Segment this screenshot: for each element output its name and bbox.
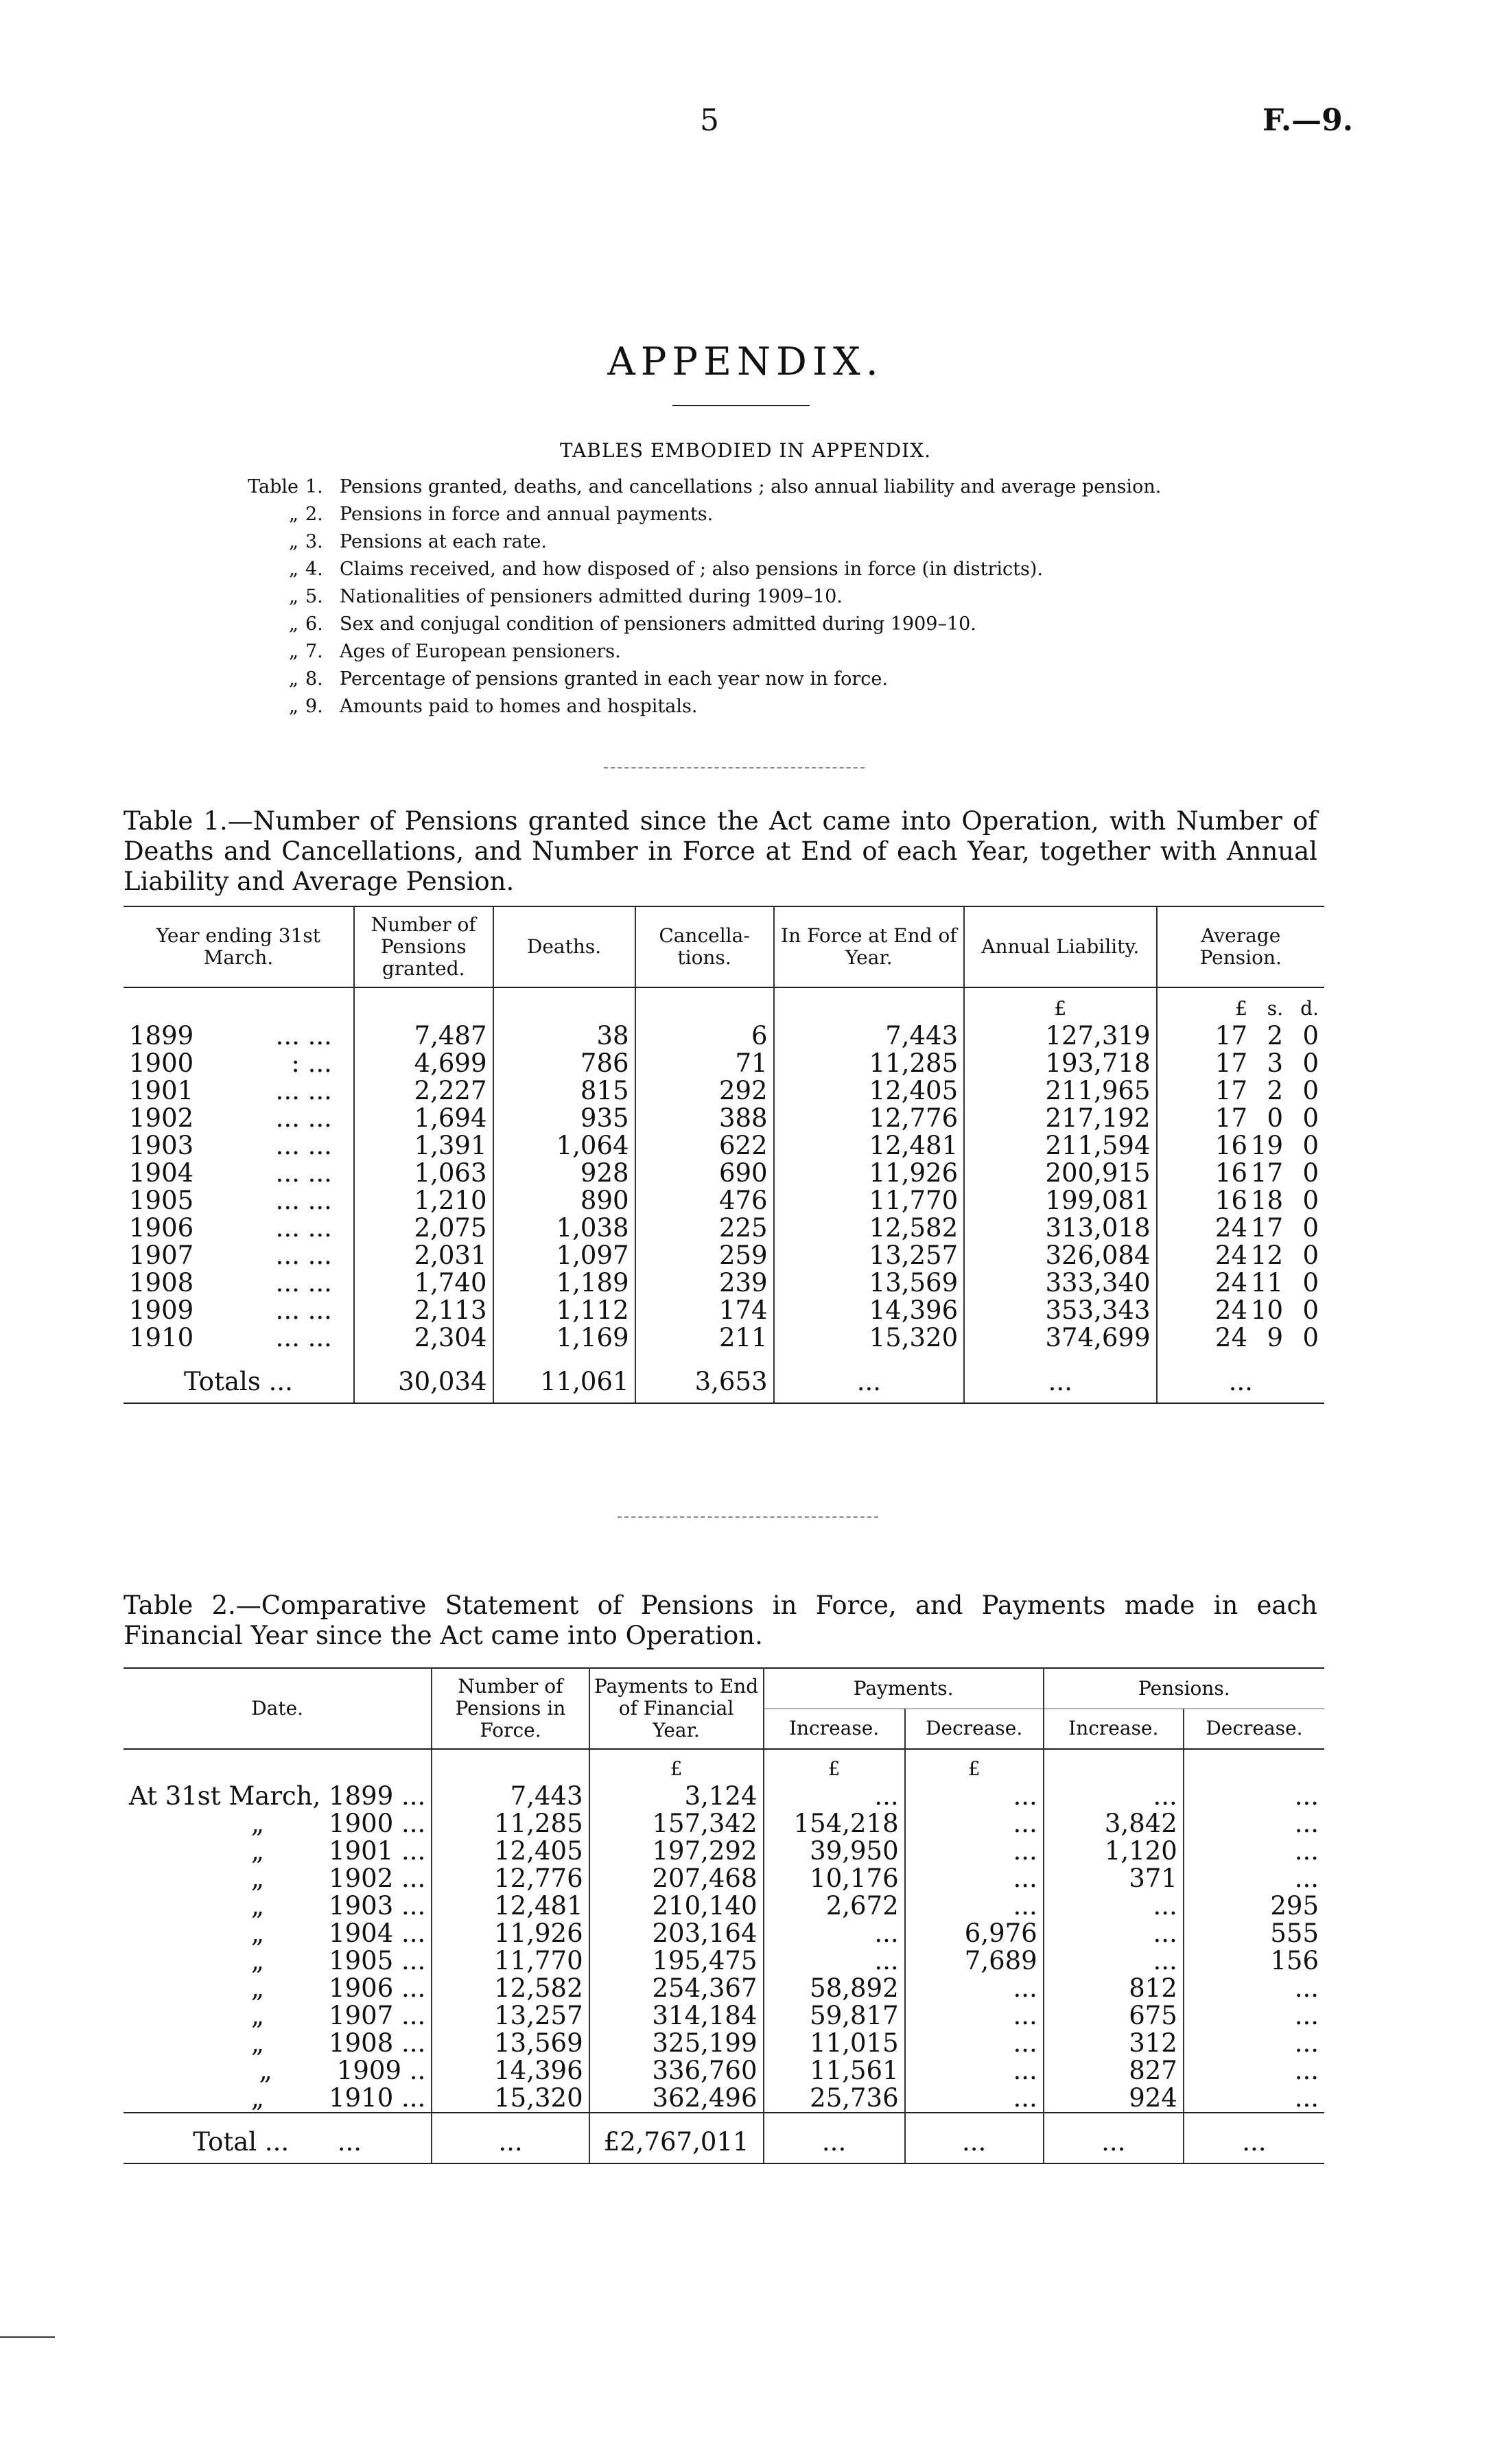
- t1-deaths: 928: [493, 1160, 635, 1187]
- toc-number: 1.: [305, 476, 323, 497]
- t1-liability: 127,319: [964, 1022, 1156, 1050]
- t2-paid: 254,367: [589, 1975, 764, 2002]
- t2-pay-decrease: ...: [905, 1975, 1044, 2002]
- toc-prefix: „: [289, 531, 298, 552]
- t1-year: 1900 : ...: [129, 1048, 332, 1078]
- t1-cancellations: 292: [635, 1077, 774, 1105]
- table-row: [124, 1865, 1324, 1892]
- t2-pen-increase: 3,842: [1044, 1810, 1184, 1838]
- totals-row: [124, 2113, 1324, 2163]
- t2-number: 11,285: [432, 1810, 589, 1838]
- table-row: [124, 1187, 1324, 1215]
- toc-number: 8.: [305, 668, 323, 690]
- t1-average: 17 3 0: [1157, 1050, 1325, 1077]
- t2-date: „ 1905 ...: [250, 1946, 426, 1975]
- t2-total-number: ...: [432, 2113, 589, 2163]
- t2-header-pensions: Pensions.: [1044, 1668, 1324, 1709]
- t1-total-granted: 30,034: [354, 1352, 493, 1403]
- t2-pen-increase: 924: [1044, 2085, 1184, 2113]
- t2-header-pen-increase: Increase.: [1044, 1709, 1184, 1749]
- t1-deaths: 786: [493, 1050, 635, 1077]
- t2-paid: 195,475: [589, 1947, 764, 1975]
- t1-in-force: 13,257: [774, 1242, 965, 1269]
- margin-mark: [0, 2336, 55, 2338]
- t2-number: 12,481: [432, 1892, 589, 1920]
- t2-pay-decrease: ...: [905, 1892, 1044, 1920]
- t2-unit-pay-decrease: £: [905, 1749, 1044, 1783]
- t1-in-force: 15,320: [774, 1324, 965, 1352]
- t2-pen-decrease: 295: [1184, 1892, 1324, 1920]
- toc-prefix: „: [289, 586, 298, 607]
- t1-in-force: 11,285: [774, 1050, 965, 1077]
- t1-cancellations: 259: [635, 1242, 774, 1269]
- t1-header-liability: Annual Liability.: [964, 906, 1156, 987]
- t1-average: 17 0 0: [1157, 1105, 1325, 1132]
- t1-average: 17 2 0: [1157, 1077, 1325, 1105]
- t1-year: 1910 ... ...: [129, 1323, 332, 1352]
- table-row: [124, 1132, 1324, 1160]
- t2-pen-decrease: ...: [1184, 2002, 1324, 2030]
- t2-number: 13,569: [432, 2030, 589, 2057]
- t2-paid: 336,760: [589, 2057, 764, 2085]
- t1-total-liability: ...: [964, 1352, 1156, 1403]
- t1-header-cancellations: Cancella-tions.: [635, 906, 774, 987]
- t2-total-pay-decrease: ...: [905, 2113, 1044, 2163]
- t1-liability: 217,192: [964, 1105, 1156, 1132]
- toc-number: 7.: [305, 641, 323, 662]
- appendix-title: APPENDIX.: [607, 340, 884, 384]
- table-row: [124, 1783, 1324, 1810]
- section-divider: [618, 1516, 878, 1518]
- t1-liability: 353,343: [964, 1297, 1156, 1324]
- t2-pen-decrease: 555: [1184, 1920, 1324, 1947]
- t1-in-force: 13,569: [774, 1269, 965, 1297]
- t2-pen-increase: 371: [1044, 1865, 1184, 1892]
- t1-average: 16 18 0: [1157, 1187, 1325, 1215]
- t2-date: „ 1908 ...: [250, 2028, 426, 2058]
- toc-item: [237, 638, 1161, 666]
- t2-pen-increase: 675: [1044, 2002, 1184, 2030]
- t2-paid: 314,184: [589, 2002, 764, 2030]
- t2-pay-increase: 58,892: [764, 1975, 905, 2002]
- t2-pay-decrease: ...: [905, 1865, 1044, 1892]
- t2-pen-increase: ...: [1044, 1920, 1184, 1947]
- t2-pen-increase: 827: [1044, 2057, 1184, 2085]
- t1-cancellations: 239: [635, 1269, 774, 1297]
- t2-date: „ 1904 ...: [250, 1919, 426, 1948]
- toc-text: Pensions at each rate.: [340, 531, 548, 552]
- t1-deaths: 38: [493, 1022, 635, 1050]
- t2-pen-decrease: 156: [1184, 1947, 1324, 1975]
- t1-average: 17 2 0: [1157, 1022, 1325, 1050]
- t2-paid: 203,164: [589, 1920, 764, 1947]
- t1-cancellations: 225: [635, 1215, 774, 1242]
- toc-text: Pensions granted, deaths, and cancellations ; also annual liability and average pension.: [340, 476, 1162, 497]
- table1-caption: Table 1.—Number of Pensions granted since the Act came into Operation, with Number of Deaths and Cancellations, and Number in Force at End of each Year, together with Annual Liability and Average Pension.: [124, 806, 1317, 896]
- t2-number: 12,776: [432, 1865, 589, 1892]
- t2-pay-decrease: ...: [905, 2085, 1044, 2113]
- t1-cancellations: 71: [635, 1050, 774, 1077]
- t2-pen-increase: ...: [1044, 1783, 1184, 1810]
- table-row: [124, 2057, 1324, 2085]
- t2-pay-decrease: 7,689: [905, 1947, 1044, 1975]
- t1-granted: 4,699: [354, 1050, 493, 1077]
- t1-deaths: 1,097: [493, 1242, 635, 1269]
- t2-paid: 325,199: [589, 2030, 764, 2057]
- t2-paid: 157,342: [589, 1810, 764, 1838]
- t2-number: 11,770: [432, 1947, 589, 1975]
- t1-cancellations: 690: [635, 1160, 774, 1187]
- t2-pen-decrease: ...: [1184, 1975, 1324, 2002]
- t1-granted: 2,227: [354, 1077, 493, 1105]
- t2-total-label: Total ... ...: [124, 2113, 432, 2163]
- toc-text: Claims received, and how disposed of ; also pensions in force (in districts).: [340, 559, 1043, 580]
- t2-header-date: Date.: [124, 1668, 432, 1749]
- t1-header-deaths: Deaths.: [493, 906, 635, 987]
- t2-pen-decrease: ...: [1184, 2030, 1324, 2057]
- t1-year: 1902 ... ...: [129, 1103, 332, 1133]
- t1-granted: 7,487: [354, 1022, 493, 1050]
- totals-row: [124, 1352, 1324, 1403]
- t1-header-year: Year ending 31st March.: [124, 906, 354, 987]
- toc-text: Amounts paid to homes and hospitals.: [340, 696, 698, 717]
- t2-total-paid: £2,767,011: [589, 2113, 764, 2163]
- document-reference: F.—9.: [1263, 103, 1354, 138]
- toc-item: [237, 501, 1161, 528]
- t1-average: 24 17 0: [1157, 1215, 1325, 1242]
- t2-number: 12,405: [432, 1838, 589, 1865]
- table-row: [124, 1105, 1324, 1132]
- table-row: [124, 1077, 1324, 1105]
- toc-prefix: „: [289, 559, 298, 580]
- t1-total-cancellations: 3,653: [635, 1352, 774, 1403]
- t2-pay-increase: 154,218: [764, 1810, 905, 1838]
- t2-header-number: Number of Pensions in Force.: [432, 1668, 589, 1749]
- t1-year: 1903 ... ...: [129, 1131, 332, 1160]
- t2-pay-increase: 39,950: [764, 1838, 905, 1865]
- t1-in-force: 11,926: [774, 1160, 965, 1187]
- toc-text: Sex and conjugal condition of pensioners admitted during 1909–10.: [340, 613, 976, 635]
- toc-prefix: Table: [248, 476, 298, 497]
- page-number: 5: [700, 103, 719, 138]
- toc-prefix: „: [289, 696, 298, 717]
- table2: [124, 1667, 1324, 2164]
- table-row: [124, 1892, 1324, 1920]
- t2-date: „ 1906 ...: [250, 1973, 426, 2003]
- t1-in-force: 12,481: [774, 1132, 965, 1160]
- tables-embodied-list: [237, 473, 1161, 720]
- tables-embodied-title: TABLES EMBODIED IN APPENDIX.: [559, 439, 932, 462]
- t1-cancellations: 6: [635, 1022, 774, 1050]
- t1-in-force: 11,770: [774, 1187, 965, 1215]
- t1-deaths: 890: [493, 1187, 635, 1215]
- t2-pay-increase: 11,561: [764, 2057, 905, 2085]
- t2-date: „ 1909 ..: [259, 2056, 426, 2085]
- t1-granted: 2,304: [354, 1324, 493, 1352]
- t2-date: „ 1903 ...: [250, 1891, 426, 1921]
- table-row: [124, 1160, 1324, 1187]
- toc-item: [237, 528, 1161, 556]
- table-row: [124, 1269, 1324, 1297]
- t2-pay-decrease: 6,976: [905, 1920, 1044, 1947]
- t2-date: „ 1900 ...: [250, 1809, 426, 1838]
- t2-total-pen-increase: ...: [1044, 2113, 1184, 2163]
- t2-pay-increase: ...: [764, 1783, 905, 1810]
- title-rule: [672, 405, 810, 406]
- t1-in-force: 12,776: [774, 1105, 965, 1132]
- toc-number: 2.: [305, 504, 323, 525]
- t1-liability: 200,915: [964, 1160, 1156, 1187]
- t1-granted: 1,740: [354, 1269, 493, 1297]
- t1-year: 1906 ... ...: [129, 1213, 332, 1243]
- t2-number: 13,257: [432, 2002, 589, 2030]
- toc-item: [237, 611, 1161, 638]
- t2-total-pay-increase: ...: [764, 2113, 905, 2163]
- toc-text: Percentage of pensions granted in each year now in force.: [340, 668, 888, 690]
- t1-in-force: 12,405: [774, 1077, 965, 1105]
- t1-header-in-force: In Force at End of Year.: [774, 906, 965, 987]
- toc-prefix: „: [289, 613, 298, 635]
- t1-liability: 326,084: [964, 1242, 1156, 1269]
- t2-number: 15,320: [432, 2085, 589, 2113]
- table-row: [124, 1297, 1324, 1324]
- t1-deaths: 815: [493, 1077, 635, 1105]
- t1-granted: 1,391: [354, 1132, 493, 1160]
- t2-unit-pay-increase: £: [764, 1749, 905, 1783]
- table-row: [124, 1050, 1324, 1077]
- t1-average: 24 10 0: [1157, 1297, 1325, 1324]
- t1-cancellations: 622: [635, 1132, 774, 1160]
- t2-date: „ 1902 ...: [250, 1864, 426, 1893]
- t2-number: 11,926: [432, 1920, 589, 1947]
- table-row: [124, 1242, 1324, 1269]
- table-row: [124, 2085, 1324, 2113]
- t1-header-average: Average Pension.: [1157, 906, 1325, 987]
- table1: [124, 906, 1324, 1404]
- toc-number: 6.: [305, 613, 323, 635]
- toc-number: 3.: [305, 531, 323, 552]
- toc-number: 4.: [305, 559, 323, 580]
- t1-average: 24 11 0: [1157, 1269, 1325, 1297]
- t2-paid: 362,496: [589, 2085, 764, 2113]
- toc-prefix: „: [289, 504, 298, 525]
- toc-prefix: „: [289, 641, 298, 662]
- t1-total-deaths: 11,061: [493, 1352, 635, 1403]
- toc-text: Ages of European pensioners.: [340, 641, 621, 662]
- table-row: [124, 1022, 1324, 1050]
- t1-year: 1907 ... ...: [129, 1241, 332, 1270]
- t1-average: 24 12 0: [1157, 1242, 1325, 1269]
- table-row: [124, 2030, 1324, 2057]
- t2-pen-decrease: ...: [1184, 1865, 1324, 1892]
- t1-header-granted: Number of Pensions granted.: [354, 906, 493, 987]
- toc-item: [237, 473, 1161, 501]
- t2-pen-decrease: ...: [1184, 1838, 1324, 1865]
- toc-item: [237, 693, 1161, 720]
- t2-header-pay-decrease: Decrease.: [905, 1709, 1044, 1749]
- toc-number: 5.: [305, 586, 323, 607]
- t2-pen-increase: ...: [1044, 1892, 1184, 1920]
- t2-header-pay-increase: Increase.: [764, 1709, 905, 1749]
- t1-unit-average: £ s. d.: [1157, 987, 1325, 1022]
- t1-granted: 1,694: [354, 1105, 493, 1132]
- toc-text: Nationalities of pensioners admitted during 1909–10.: [340, 586, 843, 607]
- t2-date: At 31st March, 1899 ...: [129, 1781, 426, 1811]
- t2-pen-increase: ...: [1044, 1947, 1184, 1975]
- t2-pay-decrease: ...: [905, 2030, 1044, 2057]
- t2-pen-decrease: ...: [1184, 1810, 1324, 1838]
- t1-deaths: 1,189: [493, 1269, 635, 1297]
- t1-granted: 1,210: [354, 1187, 493, 1215]
- t1-in-force: 7,443: [774, 1022, 965, 1050]
- table-row: [124, 2002, 1324, 2030]
- t1-year: 1905 ... ...: [129, 1186, 332, 1215]
- t2-paid: 197,292: [589, 1838, 764, 1865]
- table-row: [124, 1324, 1324, 1352]
- toc-item: [237, 556, 1161, 583]
- t2-date: „ 1907 ...: [250, 2001, 426, 2030]
- t1-deaths: 1,038: [493, 1215, 635, 1242]
- t2-pay-decrease: ...: [905, 1783, 1044, 1810]
- t2-header-paid: Payments to End of Financial Year.: [589, 1668, 764, 1749]
- t2-header-payments: Payments.: [764, 1668, 1044, 1709]
- t1-liability: 374,699: [964, 1324, 1156, 1352]
- t2-pen-decrease: ...: [1184, 1783, 1324, 1810]
- t1-year: 1899 ... ...: [129, 1021, 332, 1051]
- t1-liability: 193,718: [964, 1050, 1156, 1077]
- t1-average: 16 17 0: [1157, 1160, 1325, 1187]
- t1-totals-label: Totals ...: [124, 1352, 354, 1403]
- toc-item: [237, 666, 1161, 693]
- t1-average: 24 9 0: [1157, 1324, 1325, 1352]
- t1-cancellations: 174: [635, 1297, 774, 1324]
- t2-unit-paid: £: [589, 1749, 764, 1783]
- toc-number: 9.: [305, 696, 323, 717]
- t2-number: 7,443: [432, 1783, 589, 1810]
- t1-deaths: 1,169: [493, 1324, 635, 1352]
- t1-deaths: 935: [493, 1105, 635, 1132]
- t1-total-average: ...: [1157, 1352, 1325, 1403]
- table2-caption: Table 2.—Comparative Statement of Pensions in Force, and Payments made in each Financial Year since the Act came into Operation.: [124, 1591, 1317, 1650]
- t2-paid: 210,140: [589, 1892, 764, 1920]
- t1-year: 1904 ... ...: [129, 1158, 332, 1188]
- t1-in-force: 14,396: [774, 1297, 965, 1324]
- t2-pay-increase: 11,015: [764, 2030, 905, 2057]
- table-row: [124, 1947, 1324, 1975]
- t1-liability: 211,965: [964, 1077, 1156, 1105]
- t2-pay-decrease: ...: [905, 1838, 1044, 1865]
- t1-in-force: 12,582: [774, 1215, 965, 1242]
- toc-text: Pensions in force and annual payments.: [340, 504, 714, 525]
- t1-liability: 199,081: [964, 1187, 1156, 1215]
- t1-cancellations: 211: [635, 1324, 774, 1352]
- t1-liability: 313,018: [964, 1215, 1156, 1242]
- t1-year: 1908 ... ...: [129, 1268, 332, 1298]
- t2-pay-increase: 2,672: [764, 1892, 905, 1920]
- t1-deaths: 1,112: [493, 1297, 635, 1324]
- t2-pay-decrease: ...: [905, 2002, 1044, 2030]
- toc-prefix: „: [289, 668, 298, 690]
- table-row: [124, 1975, 1324, 2002]
- t1-total-in-force: ...: [774, 1352, 965, 1403]
- t1-liability: 333,340: [964, 1269, 1156, 1297]
- t1-granted: 2,113: [354, 1297, 493, 1324]
- t2-pen-increase: 812: [1044, 1975, 1184, 2002]
- t2-number: 14,396: [432, 2057, 589, 2085]
- t2-pay-increase: ...: [764, 1920, 905, 1947]
- t1-granted: 1,063: [354, 1160, 493, 1187]
- t1-year: 1909 ... ...: [129, 1295, 332, 1325]
- t1-granted: 2,031: [354, 1242, 493, 1269]
- t2-pen-decrease: ...: [1184, 2085, 1324, 2113]
- t2-pen-decrease: ...: [1184, 2057, 1324, 2085]
- t2-pen-increase: 312: [1044, 2030, 1184, 2057]
- table-row: [124, 1810, 1324, 1838]
- t2-number: 12,582: [432, 1975, 589, 2002]
- t2-paid: 3,124: [589, 1783, 764, 1810]
- t2-date: „ 1901 ...: [250, 1836, 426, 1866]
- t1-granted: 2,075: [354, 1215, 493, 1242]
- t2-pay-increase: 59,817: [764, 2002, 905, 2030]
- t2-pay-decrease: ...: [905, 2057, 1044, 2085]
- t2-date: „ 1910 ...: [250, 2083, 426, 2113]
- table-row: [124, 1215, 1324, 1242]
- t2-header-pen-decrease: Decrease.: [1184, 1709, 1324, 1749]
- t2-pen-increase: 1,120: [1044, 1838, 1184, 1865]
- t1-year: 1901 ... ...: [129, 1076, 332, 1105]
- t1-deaths: 1,064: [493, 1132, 635, 1160]
- t1-unit-liability: £: [964, 987, 1156, 1022]
- t1-cancellations: 476: [635, 1187, 774, 1215]
- t1-liability: 211,594: [964, 1132, 1156, 1160]
- t2-pay-increase: ...: [764, 1947, 905, 1975]
- table-row: [124, 1838, 1324, 1865]
- t2-pay-decrease: ...: [905, 1810, 1044, 1838]
- t2-pay-increase: 10,176: [764, 1865, 905, 1892]
- table-row: [124, 1920, 1324, 1947]
- section-divider: [604, 767, 865, 768]
- toc-item: [237, 583, 1161, 611]
- t2-pay-increase: 25,736: [764, 2085, 905, 2113]
- t2-total-pen-decrease: ...: [1184, 2113, 1324, 2163]
- t1-cancellations: 388: [635, 1105, 774, 1132]
- t2-paid: 207,468: [589, 1865, 764, 1892]
- t1-average: 16 19 0: [1157, 1132, 1325, 1160]
